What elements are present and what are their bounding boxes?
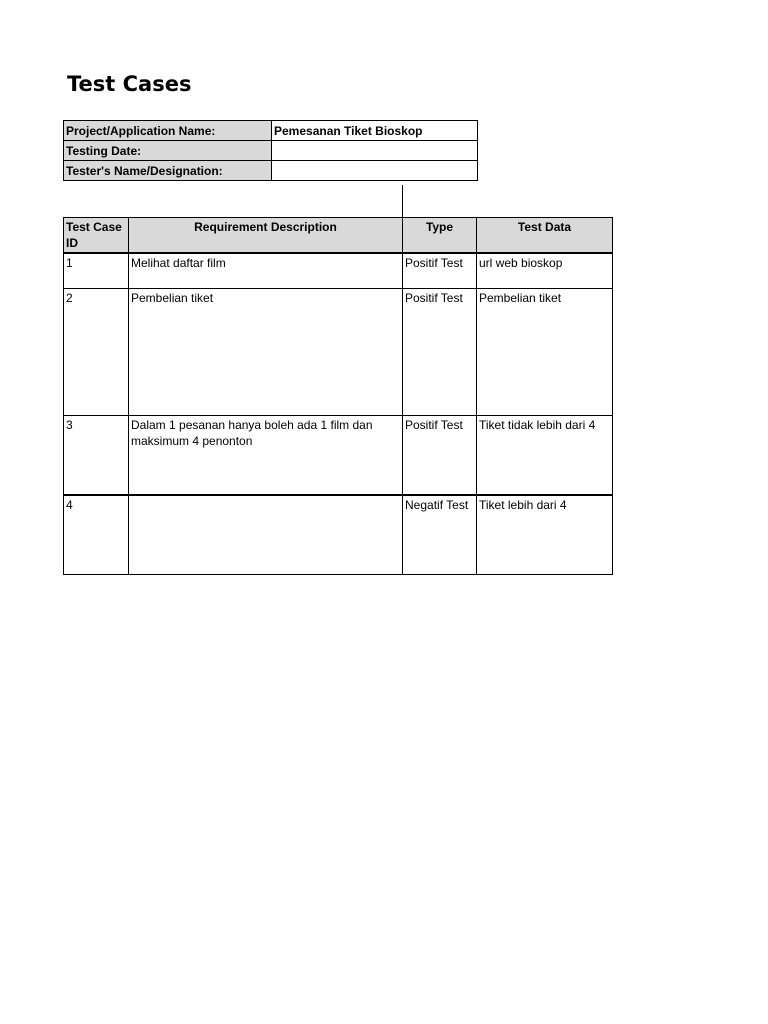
project-name-value[interactable]: Pemesanan Tiket Bioskop [272,121,478,141]
tester-name-label: Tester's Name/Designation: [64,161,272,181]
testing-date-row [64,141,478,161]
cell-test-case-id[interactable]: 1 [64,253,129,289]
header-requirement-description: Requirement Description [129,218,403,254]
cell-test-data[interactable]: Tiket tidak lebih dari 4 [477,416,613,496]
cell-test-data[interactable]: Tiket lebih dari 4 [477,495,613,575]
cell-test-case-id[interactable]: 2 [64,289,129,416]
cell-test-case-id[interactable]: 4 [64,495,129,575]
cell-test-data[interactable]: Pembelian tiket [477,289,613,416]
table-row [64,416,613,496]
table-row [64,289,613,416]
test-cases-table [63,217,613,575]
tester-name-value[interactable] [272,161,478,181]
testing-date-label: Testing Date: [64,141,272,161]
project-name-row [64,121,478,141]
cell-type[interactable]: Positif Test [403,253,477,289]
cell-requirement-description[interactable]: Melihat daftar film [129,253,403,289]
header-type: Type [403,218,477,254]
table-header-row [64,218,613,254]
header-test-case-id: Test Case ID [64,218,129,254]
table-row [64,253,613,289]
cell-requirement-description[interactable]: Pembelian tiket [129,289,403,416]
page-title: Test Cases [67,72,192,96]
project-name-label: Project/Application Name: [64,121,272,141]
header-test-data: Test Data [477,218,613,254]
cell-test-case-id[interactable]: 3 [64,416,129,496]
cell-type[interactable]: Positif Test [403,289,477,416]
tester-name-row [64,161,478,181]
cell-type[interactable]: Negatif Test [403,495,477,575]
cell-test-data[interactable]: url web bioskop [477,253,613,289]
testing-date-value[interactable] [272,141,478,161]
project-info-table [63,120,478,181]
cell-requirement-description[interactable]: Dalam 1 pesanan hanya boleh ada 1 film dan maksimum 4 penonton [129,416,403,496]
column-divider-line [402,185,403,217]
cell-requirement-description[interactable] [129,495,403,575]
table-row [64,495,613,575]
cell-type[interactable]: Positif Test [403,416,477,496]
